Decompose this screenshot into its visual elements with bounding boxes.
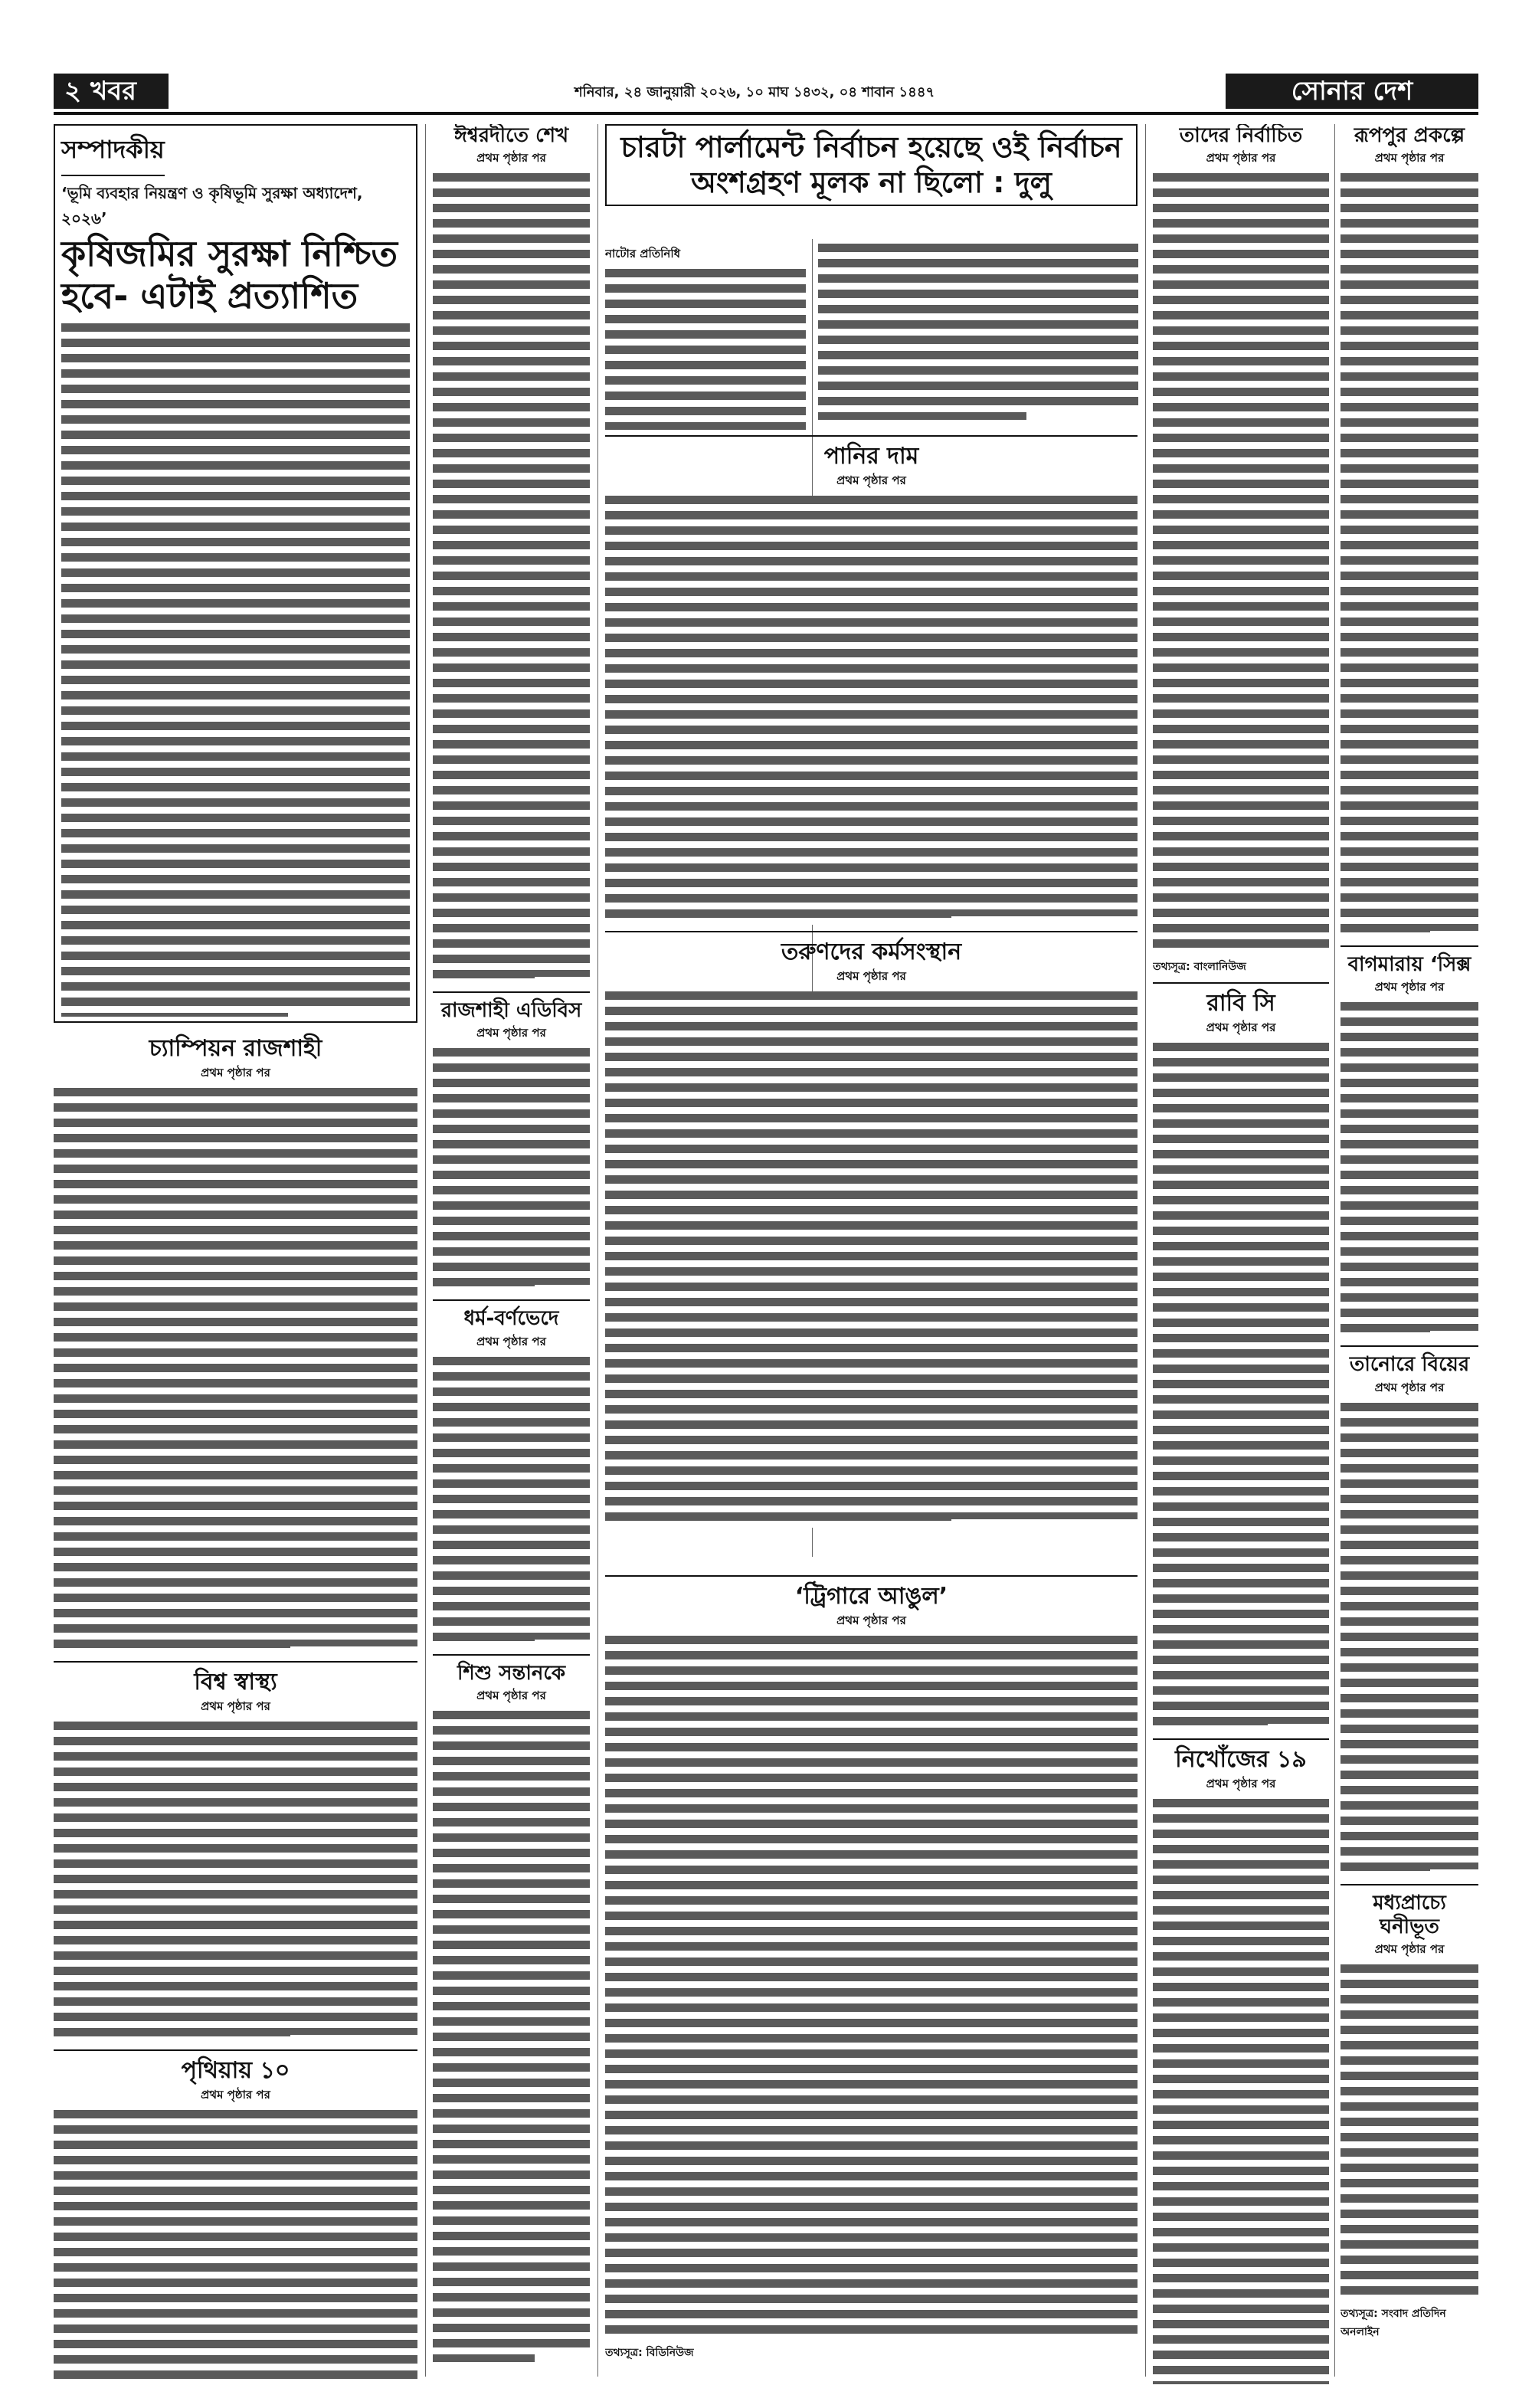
source-line: তথ্যসূত্র: সংবাদ প্রতিদিন অনলাইন — [1340, 2307, 1446, 2338]
masthead — [54, 74, 1478, 109]
article-headline: তানোরে বিয়ের — [1349, 1353, 1470, 1377]
continued-label: প্রথম পৃষ্ঠার পর — [476, 1026, 546, 1040]
continued-label: প্রথম পৃষ্ঠার পর — [201, 1066, 270, 1080]
date-line: শনিবার, ২৪ জানুয়ারী ২০২৬, ১০ মাঘ ১৪৩২, ০৪ শাবান ১৪৪৭ — [574, 84, 935, 100]
article-headline: চ্যাম্পিয়ন রাজশাহী — [149, 1035, 322, 1063]
divider — [54, 2049, 417, 2051]
article-headline: তাদের নির্বাচিত — [1179, 124, 1303, 147]
column-rule — [1145, 124, 1146, 2377]
column-rule — [597, 124, 598, 2377]
article-body — [433, 1048, 590, 1293]
article-headline: ‘ট্রিগারে আঙুল’ — [794, 1583, 948, 1610]
divider — [1340, 1345, 1478, 1347]
article-body — [1153, 1043, 1329, 1732]
article-headline: শিশু সন্তানকে — [457, 1661, 566, 1685]
article-body — [818, 244, 1138, 420]
article-headline: বিশ্ব স্বাস্থ্য — [194, 1669, 277, 1696]
editorial-section-title: সম্পাদকীয় — [61, 130, 165, 176]
article-headline: ধর্ম-বর্ণভেদে — [463, 1307, 559, 1331]
article-bishwa-swasthya — [54, 1669, 417, 2043]
article-headline: ঈশ্বরদীতে শেখ — [453, 124, 569, 147]
source-line: তথ্যসূত্র: বাংলানিউজ — [1153, 961, 1246, 974]
article-nikhonj — [1153, 1746, 1329, 2384]
article-body — [433, 173, 590, 985]
article-headline: রাজশাহী এডিবিস — [440, 999, 582, 1023]
column-6 — [1340, 124, 1478, 2384]
article-rooppur — [1340, 124, 1478, 939]
editorial-body — [61, 323, 410, 1017]
continued-label: প্রথম পৃষ্ঠার পর — [836, 473, 906, 487]
article-trigger — [605, 1569, 1138, 2389]
divider — [433, 1654, 590, 1656]
continued-label: প্রথম পৃষ্ঠার পর — [1374, 151, 1445, 165]
continued-label: প্রথম পৃষ্ঠার পর — [201, 2088, 270, 2102]
article-body — [1153, 1799, 1329, 2384]
article-body — [1340, 1403, 1478, 1878]
divider — [605, 931, 1138, 932]
editorial-box — [54, 124, 417, 1023]
article-headline: নিখোঁজের ১৯ — [1175, 1746, 1307, 1774]
article-headline: রাবি সি — [1206, 990, 1275, 1017]
article-headline: পৃথিয়ায় ১০ — [181, 2057, 290, 2085]
divider — [1153, 982, 1329, 984]
article-body — [433, 1711, 590, 2362]
article-body — [54, 2110, 417, 2384]
article-dulu-headline-box — [605, 124, 1138, 239]
divider — [1340, 1884, 1478, 1885]
article-headline: পানির দাম — [823, 443, 919, 470]
article-body — [1340, 1002, 1478, 1339]
lead-headline: চারটা পার্লামেন্ট নির্বাচন হয়েছে ওই নির্বাচন অংশগ্রহণ মূলক না ছিলো : দুলু — [620, 130, 1122, 199]
divider — [1153, 1738, 1329, 1740]
column-1 — [54, 124, 417, 2384]
article-body — [605, 1636, 1138, 2341]
article-headline: তরুণদের কর্মসংস্থান — [781, 939, 962, 965]
article-shishu — [433, 1662, 590, 2362]
continued-label: প্রথম পৃষ্ঠার পর — [836, 1614, 906, 1627]
continued-label: প্রথম পৃষ্ঠার পর — [476, 151, 546, 165]
divider — [605, 435, 1138, 437]
continued-label: প্রথম পৃষ্ঠার পর — [1374, 1941, 1445, 1956]
article-body — [433, 1357, 590, 1648]
article-dharma — [433, 1307, 590, 1647]
divider — [1340, 945, 1478, 947]
article-nirbachito — [1153, 124, 1329, 976]
editorial-subtitle: ‘ভূমি ব্যবহার নিয়ন্ত্রণ ও কৃষিভূমি সুরক্ষা অধ্যাদেশ, ২০২৬’ — [61, 184, 363, 228]
article-headline: বাগমারায় ‘সিক্স — [1347, 953, 1471, 977]
continued-label: প্রথম পৃষ্ঠার পর — [201, 1699, 270, 1714]
byline: নাটোর প্রতিনিধি — [605, 247, 681, 260]
continued-label: প্রথম পৃষ্ঠার পর — [1206, 151, 1276, 165]
article-rabi — [1153, 990, 1329, 1732]
article-bagmara — [1340, 953, 1478, 1339]
brand-logo: সোনার দেশ — [1226, 74, 1478, 109]
article-ishwardi — [433, 124, 590, 985]
continued-label: প্রথম পৃষ্ঠার পর — [1374, 1380, 1445, 1394]
divider — [433, 991, 590, 993]
article-body — [54, 1722, 417, 2043]
divider — [433, 1299, 590, 1301]
article-body — [605, 496, 1138, 925]
article-body — [605, 269, 806, 430]
article-rajshahi-edibs — [433, 999, 590, 1293]
article-body — [1340, 173, 1478, 939]
article-body — [54, 1088, 417, 1655]
article-biye — [1340, 1353, 1478, 1877]
continued-label: প্রথম পৃষ্ঠার পর — [836, 969, 906, 983]
article-panir-dam — [605, 429, 1138, 1563]
article-mideast — [1340, 1892, 1478, 2341]
article-headline: মধ্যপ্রাচ্যে ঘনীভূত — [1373, 1891, 1446, 1938]
article-body — [1153, 173, 1329, 955]
continued-label: প্রথম পৃষ্ঠার পর — [1374, 980, 1445, 994]
article-prithiyay — [54, 2057, 417, 2384]
column-rule — [1334, 124, 1335, 2377]
column-rule — [425, 124, 426, 2377]
article-headline: রূপপুর প্রকল্পে — [1354, 124, 1465, 147]
divider — [605, 1575, 1138, 1577]
continued-label: প্রথম পৃষ্ঠার পর — [476, 1334, 546, 1348]
column-5 — [1153, 124, 1329, 2384]
column-4-top — [818, 244, 1138, 428]
source-line: তথ্যসূত্র: বিডিনিউজ — [605, 2347, 694, 2359]
continued-label: প্রথম পৃষ্ঠার পর — [1206, 1777, 1276, 1791]
article-dulu-box — [605, 124, 1138, 206]
masthead-rule — [54, 112, 1478, 115]
page-number: ২ খবর — [54, 74, 169, 109]
continued-label: প্রথম পৃষ্ঠার পর — [1206, 1021, 1276, 1035]
editorial-headline: কৃষিজমির সুরক্ষা নিশ্চিত হবে- এটাই প্রত্যাশিত — [61, 233, 398, 317]
article-body — [1340, 1964, 1478, 2302]
continued-label: প্রথম পৃষ্ঠার পর — [476, 1688, 546, 1702]
divider — [54, 1661, 417, 1663]
article-body — [605, 991, 1138, 1528]
column-2 — [433, 124, 590, 2384]
article-champion-rajshahi — [54, 1035, 417, 1655]
